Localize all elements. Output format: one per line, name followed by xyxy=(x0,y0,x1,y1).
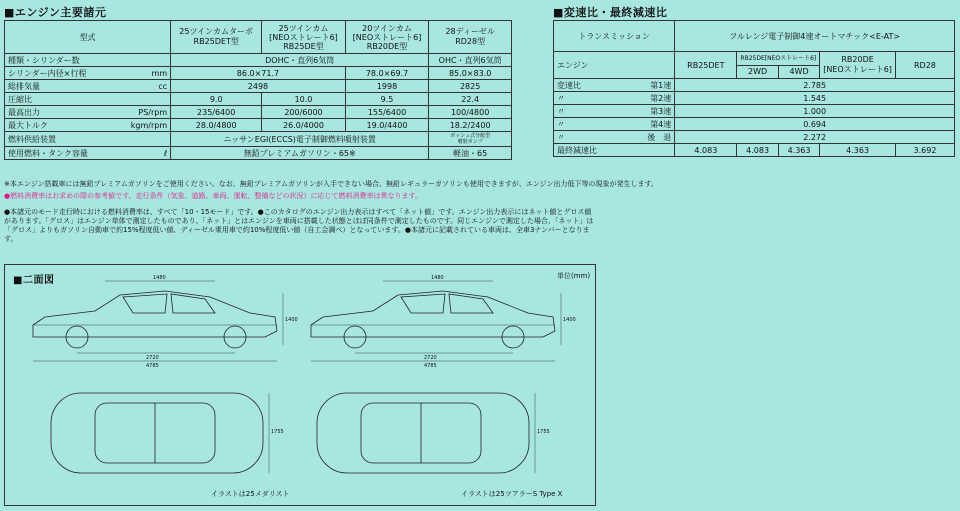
row-label: 最高出力 xyxy=(5,106,125,119)
gear-value: 2.785 xyxy=(675,79,955,92)
dim-wheelbase: 2720 xyxy=(424,355,437,361)
model-label: 型式 xyxy=(5,21,171,54)
model-rb20de: 20ツインカム [NEOストレート6] RB20DE型 xyxy=(345,21,429,54)
final-drive-value: 4.083 xyxy=(737,144,778,157)
dim-width: 1755 xyxy=(271,429,284,435)
row-value: 200/6000 xyxy=(262,106,346,119)
gear-label: 〃 xyxy=(554,118,615,131)
row-value: 10.0 xyxy=(262,93,346,106)
row-value: 1998 xyxy=(345,80,429,93)
car-drawings xyxy=(5,265,595,505)
diagram-unit: 単位(mm) xyxy=(557,272,591,280)
row-label: 使用燃料・タンク容量 xyxy=(5,147,125,160)
dim-length: 4785 xyxy=(146,363,159,369)
model-rb25det: 25ツインカムターボ RB25DET型 xyxy=(171,21,262,54)
row-value: 18.2/2400 xyxy=(429,119,512,132)
row-unit: kgm/rpm xyxy=(125,119,171,132)
gear-ratio-table xyxy=(553,20,955,157)
note-fuel-consumption: ●燃料消費率はお求めの際の参考値です。走行条件（気象、道路、車両、運転、整備などの状況）に応じて燃料消費率は異なります。 xyxy=(4,192,422,200)
note-premium-fuel: ※本エンジン搭載車には無鉛プレミアムガソリンをご使用ください。なお、無鉛プレミアムガソリンが入手できない場合、無鉛レギュラーガソリンも使用できますが、エンジン出力低下等の現象が発生します。 xyxy=(4,180,658,188)
engine-section-title: ■エンジン主要諸元 xyxy=(4,6,107,19)
dim-top: 1480 xyxy=(431,275,444,281)
row-unit: mm xyxy=(125,67,171,80)
row-value: 19.0/4400 xyxy=(345,119,429,132)
note-specs: ●本諸元のモード走行時における燃料消費率は、すべて「10・15モード」です。●このカタログのエンジン出力表示はすべて「ネット値」です。エンジン出力表示にはネット値とグロス値があります。「グロス」はエンジン単体で測定したものであり、「ネット」とはエンジンを車両に搭載した状態とほぼ同条件で測定したものです。同じエンジンで測定した場合、「ネット」は「グロス」よりもガソリン自動車で約15%程度低い値、ディーゼル乗用車で約10%程度低い値（自工会調べ）となっています。●本諸元に記載されている車両は、全車3ナンバーとなります。 xyxy=(4,208,594,243)
row-value: 155/6400 xyxy=(345,106,429,119)
row-value: 78.0×69.7 xyxy=(345,67,429,80)
gear-sub: 第4速 xyxy=(614,118,675,131)
gear-value: 1.000 xyxy=(675,105,955,118)
top-view-left xyxy=(51,393,269,473)
gear-sub: 第2速 xyxy=(614,92,675,105)
row-value: 無鉛プレミアムガソリン・65※ xyxy=(171,147,429,160)
dim-height: 1400 xyxy=(285,317,298,323)
model-rd28: 28ディーゼル RD28型 xyxy=(429,21,512,54)
row-value: 235/6400 xyxy=(171,106,262,119)
row-value: 2498 xyxy=(171,80,346,93)
caption-right: イラストは25ツアラーS Type X xyxy=(461,490,563,498)
row-value: 9.0 xyxy=(171,93,262,106)
transmission-value: フルレンジ電子制御4速オートマチック<E-AT> xyxy=(675,21,955,52)
engine-col-rd28: RD28 xyxy=(895,52,954,79)
engine-label: エンジン xyxy=(554,52,675,79)
gear-section-title: ■変速比・最終減速比 xyxy=(553,6,668,19)
dim-width: 1755 xyxy=(537,429,550,435)
side-view-left xyxy=(33,281,283,361)
row-label: 燃料供給装置 xyxy=(5,132,125,147)
dim-top: 1480 xyxy=(153,275,166,281)
gear-sub: 後 退 xyxy=(614,131,675,144)
gear-sub: 第3速 xyxy=(614,105,675,118)
row-value: DOHC・直列6気筒 xyxy=(171,54,429,67)
row-label: 総排気量 xyxy=(5,80,125,93)
row-label: 最大トルク xyxy=(5,119,125,132)
row-label: シリンダー内径×行程 xyxy=(5,67,125,80)
row-unit: cc xyxy=(125,80,171,93)
row-label: 圧縮比 xyxy=(5,93,125,106)
row-value: 85.0×83.0 xyxy=(429,67,512,80)
dim-height: 1400 xyxy=(563,317,576,323)
row-value: 2825 xyxy=(429,80,512,93)
gear-label: 〃 xyxy=(554,131,615,144)
row-value: 100/4800 xyxy=(429,106,512,119)
gear-value: 1.545 xyxy=(675,92,955,105)
final-drive-value: 4.083 xyxy=(675,144,737,157)
row-value: ボッシュ式分配型 噴射ポンプ xyxy=(429,132,512,147)
final-drive-value: 3.692 xyxy=(895,144,954,157)
two-view-diagram xyxy=(4,264,596,506)
gear-value: 2.272 xyxy=(675,131,955,144)
row-label: 種類・シリンダー数 xyxy=(5,54,125,67)
final-drive-value: 4.363 xyxy=(778,144,819,157)
row-value: 26.0/4000 xyxy=(262,119,346,132)
caption-left: イラストは25メダリスト xyxy=(211,490,290,498)
dim-length: 4785 xyxy=(424,363,437,369)
dim-wheelbase: 2720 xyxy=(146,355,159,361)
final-drive-label: 最終減速比 xyxy=(554,144,675,157)
row-unit: PS/rpm xyxy=(125,106,171,119)
engine-spec-table xyxy=(4,20,512,160)
row-unit xyxy=(125,132,171,147)
row-value: OHC・直列6気筒 xyxy=(429,54,512,67)
row-value: 軽油・65 xyxy=(429,147,512,160)
gear-label: 〃 xyxy=(554,105,615,118)
row-value: 22.4 xyxy=(429,93,512,106)
row-unit xyxy=(125,54,171,67)
diagram-title: ■二面図 xyxy=(13,275,55,286)
engine-col-4wd: 4WD xyxy=(778,65,819,79)
gear-value: 0.694 xyxy=(675,118,955,131)
row-value: 9.5 xyxy=(345,93,429,106)
row-unit: ℓ xyxy=(125,147,171,160)
row-value: ニッサンEGI(ECCS)電子制御燃料噴射装置 xyxy=(171,132,429,147)
gear-label: 変速比 xyxy=(554,79,615,92)
row-value: 86.0×71.7 xyxy=(171,67,346,80)
engine-col-rb25de: RB25DE[NEOストレート6] xyxy=(737,52,820,66)
final-drive-value: 4.363 xyxy=(820,144,896,157)
gear-sub: 第1速 xyxy=(614,79,675,92)
engine-col-2wd: 2WD xyxy=(737,65,778,79)
row-unit xyxy=(125,93,171,106)
engine-col-rb20de: RB20DE [NEOストレート6] xyxy=(820,52,896,79)
model-rb25de: 25ツインカム [NEOストレート6] RB25DE型 xyxy=(262,21,346,54)
row-value: 28.0/4800 xyxy=(171,119,262,132)
transmission-label: トランスミッション xyxy=(554,21,675,52)
top-view-right xyxy=(317,393,535,473)
side-view-right xyxy=(311,281,561,361)
gear-label: 〃 xyxy=(554,92,615,105)
engine-col-rb25det: RB25DET xyxy=(675,52,737,79)
